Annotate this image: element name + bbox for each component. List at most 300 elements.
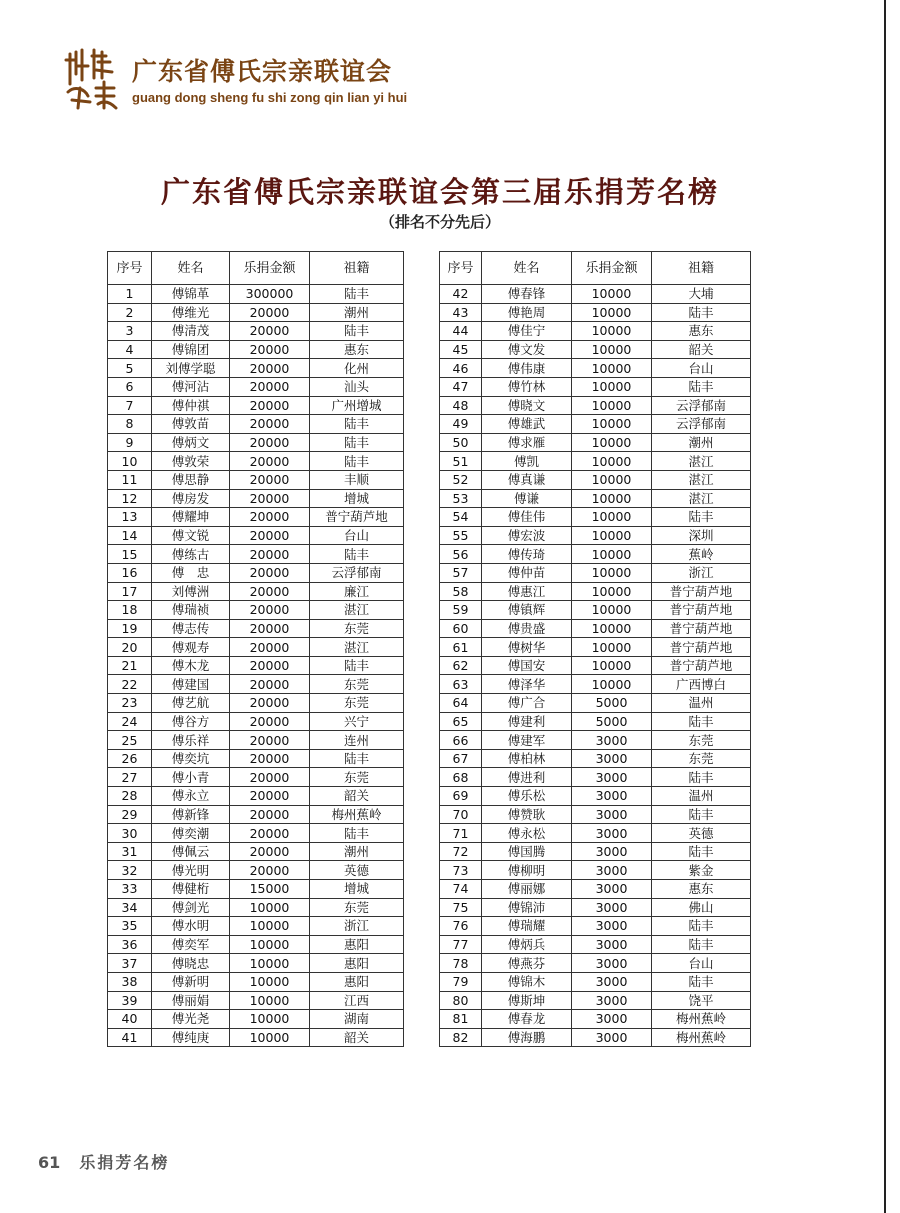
cell-index: 14 — [108, 526, 152, 545]
table-row — [440, 601, 751, 620]
cell-name: 傅清茂 — [152, 322, 230, 341]
cell-origin: 陆丰 — [652, 935, 751, 954]
cell-amount: 20000 — [230, 582, 310, 601]
cell-amount: 3000 — [572, 972, 652, 991]
cell-amount: 10000 — [572, 563, 652, 582]
cell-index: 79 — [440, 972, 482, 991]
table-row — [108, 322, 404, 341]
table-row — [108, 303, 404, 322]
table-row — [108, 898, 404, 917]
cell-amount: 20000 — [230, 842, 310, 861]
cell-amount: 10000 — [572, 526, 652, 545]
cell-name: 傅剑光 — [152, 898, 230, 917]
cell-index: 43 — [440, 303, 482, 322]
cell-index: 12 — [108, 489, 152, 508]
cell-name: 傅奕坑 — [152, 749, 230, 768]
cell-name: 傅观寿 — [152, 638, 230, 657]
cell-amount: 20000 — [230, 619, 310, 638]
cell-name: 傅燕芬 — [482, 954, 572, 973]
cell-origin: 兴宁 — [310, 712, 404, 731]
table-row — [440, 489, 751, 508]
cell-origin: 韶关 — [310, 1028, 404, 1047]
cell-name: 傅宏波 — [482, 526, 572, 545]
cell-amount: 10000 — [572, 377, 652, 396]
table-row — [440, 805, 751, 824]
cell-origin: 湛江 — [310, 638, 404, 657]
cell-index: 76 — [440, 917, 482, 936]
cell-name: 傅凯 — [482, 452, 572, 471]
table-row — [108, 470, 404, 489]
cell-amount: 20000 — [230, 340, 310, 359]
cell-name: 傅乐松 — [482, 787, 572, 806]
page-edge-border — [884, 0, 900, 1213]
cell-name: 傅进利 — [482, 768, 572, 787]
cell-index: 49 — [440, 415, 482, 434]
table-row — [440, 824, 751, 843]
cell-origin: 陆丰 — [652, 508, 751, 527]
cell-amount: 10000 — [572, 489, 652, 508]
cell-origin: 蕉岭 — [652, 545, 751, 564]
cell-index: 62 — [440, 656, 482, 675]
table-row — [108, 712, 404, 731]
cell-index: 75 — [440, 898, 482, 917]
cell-name: 傅炳文 — [152, 433, 230, 452]
cell-name: 傅思静 — [152, 470, 230, 489]
cell-origin: 普宁葫芦地 — [652, 656, 751, 675]
cell-amount: 20000 — [230, 712, 310, 731]
cell-index: 10 — [108, 452, 152, 471]
cell-origin: 云浮郁南 — [310, 563, 404, 582]
cell-index: 54 — [440, 508, 482, 527]
cell-origin: 惠阳 — [310, 935, 404, 954]
cell-origin: 陆丰 — [310, 322, 404, 341]
cell-name: 刘傅学聪 — [152, 359, 230, 378]
cell-index: 7 — [108, 396, 152, 415]
table-row — [108, 935, 404, 954]
table-row — [108, 563, 404, 582]
cell-name: 傅竹林 — [482, 377, 572, 396]
cell-name: 傅树华 — [482, 638, 572, 657]
cell-origin: 增城 — [310, 880, 404, 899]
cell-name: 傅泽华 — [482, 675, 572, 694]
cell-index: 51 — [440, 452, 482, 471]
table-row — [108, 675, 404, 694]
cell-index: 45 — [440, 340, 482, 359]
cell-amount: 10000 — [572, 340, 652, 359]
cell-name: 傅奕潮 — [152, 824, 230, 843]
cell-name: 傅炳兵 — [482, 935, 572, 954]
cell-amount: 20000 — [230, 377, 310, 396]
cell-origin: 浙江 — [652, 563, 751, 582]
cell-amount: 3000 — [572, 731, 652, 750]
cell-index: 31 — [108, 842, 152, 861]
cell-index: 48 — [440, 396, 482, 415]
cell-amount: 10000 — [572, 285, 652, 304]
cell-name: 傅仲祺 — [152, 396, 230, 415]
table-row — [108, 954, 404, 973]
cell-amount: 20000 — [230, 787, 310, 806]
cell-index: 30 — [108, 824, 152, 843]
cell-amount: 20000 — [230, 731, 310, 750]
table-row — [440, 452, 751, 471]
cell-origin: 江西 — [310, 991, 404, 1010]
cell-amount: 20000 — [230, 749, 310, 768]
cell-index: 24 — [108, 712, 152, 731]
table-row — [440, 954, 751, 973]
cell-index: 35 — [108, 917, 152, 936]
cell-index: 39 — [108, 991, 152, 1010]
cell-index: 21 — [108, 656, 152, 675]
cell-amount: 10000 — [572, 675, 652, 694]
table-row — [440, 675, 751, 694]
cell-name: 傅乐祥 — [152, 731, 230, 750]
cell-origin: 台山 — [310, 526, 404, 545]
cell-name: 傅敦苗 — [152, 415, 230, 434]
cell-origin: 陆丰 — [652, 712, 751, 731]
cell-index: 3 — [108, 322, 152, 341]
cell-origin: 陆丰 — [652, 972, 751, 991]
cell-index: 33 — [108, 880, 152, 899]
cell-origin: 陆丰 — [310, 545, 404, 564]
cell-amount: 10000 — [572, 470, 652, 489]
cell-name: 傅国安 — [482, 656, 572, 675]
table-row — [108, 340, 404, 359]
table-row — [440, 638, 751, 657]
cell-origin: 云浮郁南 — [652, 396, 751, 415]
cell-index: 25 — [108, 731, 152, 750]
cell-name: 傅文锐 — [152, 526, 230, 545]
cell-origin: 东莞 — [310, 768, 404, 787]
table-row — [440, 972, 751, 991]
cell-name: 傅纯庚 — [152, 1028, 230, 1047]
cell-origin: 化州 — [310, 359, 404, 378]
cell-name: 傅斯坤 — [482, 991, 572, 1010]
table-row — [440, 582, 751, 601]
cell-origin: 陆丰 — [652, 377, 751, 396]
cell-name: 傅永立 — [152, 787, 230, 806]
cell-origin: 台山 — [652, 359, 751, 378]
cell-index: 36 — [108, 935, 152, 954]
cell-origin: 陆丰 — [310, 285, 404, 304]
cell-index: 41 — [108, 1028, 152, 1047]
table-row — [440, 694, 751, 713]
cell-amount: 300000 — [230, 285, 310, 304]
cell-name: 傅晓忠 — [152, 954, 230, 973]
table-row — [440, 359, 751, 378]
table-row — [440, 470, 751, 489]
cell-name: 傅春龙 — [482, 1010, 572, 1029]
cell-origin: 陆丰 — [652, 917, 751, 936]
cell-origin: 惠阳 — [310, 972, 404, 991]
cell-origin: 深圳 — [652, 526, 751, 545]
cell-origin: 廉江 — [310, 582, 404, 601]
footer-title: 乐捐芳名榜 — [79, 1153, 170, 1172]
cell-amount: 10000 — [572, 452, 652, 471]
table-row — [108, 1010, 404, 1029]
cell-name: 傅建利 — [482, 712, 572, 731]
cell-origin: 陆丰 — [310, 433, 404, 452]
cell-name: 傅镇辉 — [482, 601, 572, 620]
cell-index: 70 — [440, 805, 482, 824]
table-row — [440, 861, 751, 880]
cell-amount: 20000 — [230, 768, 310, 787]
cell-amount: 10000 — [572, 656, 652, 675]
cell-name: 刘傅洲 — [152, 582, 230, 601]
cell-index: 64 — [440, 694, 482, 713]
cell-origin: 英德 — [652, 824, 751, 843]
donor-table-right — [439, 251, 751, 1047]
cell-amount: 20000 — [230, 303, 310, 322]
table-row — [108, 526, 404, 545]
table-row — [108, 415, 404, 434]
cell-amount: 20000 — [230, 359, 310, 378]
cell-amount: 20000 — [230, 526, 310, 545]
cell-name: 傅房发 — [152, 489, 230, 508]
cell-name: 傅丽娟 — [152, 991, 230, 1010]
donor-table-left-body — [108, 285, 404, 1047]
cell-index: 32 — [108, 861, 152, 880]
cell-name: 傅光尧 — [152, 1010, 230, 1029]
cell-amount: 5000 — [572, 694, 652, 713]
cell-amount: 10000 — [572, 322, 652, 341]
cell-amount: 3000 — [572, 787, 652, 806]
cell-amount: 3000 — [572, 768, 652, 787]
cell-name: 傅维光 — [152, 303, 230, 322]
table-row — [440, 285, 751, 304]
cell-amount: 3000 — [572, 1028, 652, 1047]
cell-origin: 东莞 — [310, 694, 404, 713]
cell-name: 傅仲苗 — [482, 563, 572, 582]
cell-origin: 增城 — [310, 489, 404, 508]
table-row — [108, 787, 404, 806]
cell-index: 61 — [440, 638, 482, 657]
cell-origin: 陆丰 — [310, 656, 404, 675]
cell-index: 38 — [108, 972, 152, 991]
cell-name: 傅 忠 — [152, 563, 230, 582]
table-row — [108, 1028, 404, 1047]
table-row — [440, 563, 751, 582]
cell-origin: 陆丰 — [310, 452, 404, 471]
cell-origin: 大埔 — [652, 285, 751, 304]
cell-name: 傅贵盛 — [482, 619, 572, 638]
cell-index: 59 — [440, 601, 482, 620]
cell-amount: 10000 — [572, 508, 652, 527]
cell-origin: 陆丰 — [652, 303, 751, 322]
cell-origin: 陆丰 — [310, 749, 404, 768]
cell-name: 傅佳伟 — [482, 508, 572, 527]
cell-index: 6 — [108, 377, 152, 396]
table-row — [440, 768, 751, 787]
cell-index: 42 — [440, 285, 482, 304]
cell-index: 56 — [440, 545, 482, 564]
cell-origin: 英德 — [310, 861, 404, 880]
cell-amount: 5000 — [572, 712, 652, 731]
cell-origin: 台山 — [652, 954, 751, 973]
table-row — [440, 842, 751, 861]
table-row — [108, 749, 404, 768]
cell-name: 傅木龙 — [152, 656, 230, 675]
cell-name: 傅丽娜 — [482, 880, 572, 899]
cell-index: 50 — [440, 433, 482, 452]
cell-amount: 20000 — [230, 638, 310, 657]
cell-origin: 东莞 — [310, 619, 404, 638]
cell-origin: 普宁葫芦地 — [652, 601, 751, 620]
cell-name: 傅传琦 — [482, 545, 572, 564]
cell-index: 73 — [440, 861, 482, 880]
cell-origin: 广州增城 — [310, 396, 404, 415]
column-header-index: 序号 — [440, 252, 482, 285]
cell-index: 77 — [440, 935, 482, 954]
cell-name: 傅谷方 — [152, 712, 230, 731]
cell-amount: 20000 — [230, 861, 310, 880]
cell-amount: 10000 — [572, 396, 652, 415]
cell-index: 44 — [440, 322, 482, 341]
cell-origin: 湛江 — [652, 452, 751, 471]
cell-amount: 10000 — [230, 972, 310, 991]
cell-amount: 3000 — [572, 880, 652, 899]
table-row — [440, 749, 751, 768]
cell-index: 55 — [440, 526, 482, 545]
cell-index: 27 — [108, 768, 152, 787]
cell-amount: 10000 — [572, 359, 652, 378]
table-row — [108, 359, 404, 378]
cell-amount: 10000 — [572, 303, 652, 322]
cell-amount: 3000 — [572, 898, 652, 917]
cell-name: 傅锦革 — [152, 285, 230, 304]
cell-origin: 紫金 — [652, 861, 751, 880]
table-row — [440, 917, 751, 936]
cell-origin: 东莞 — [310, 675, 404, 694]
cell-amount: 20000 — [230, 489, 310, 508]
cell-index: 60 — [440, 619, 482, 638]
header-logo — [62, 44, 482, 116]
cell-name: 傅锦木 — [482, 972, 572, 991]
cell-origin: 温州 — [652, 787, 751, 806]
cell-origin: 丰顺 — [310, 470, 404, 489]
cell-name: 傅志传 — [152, 619, 230, 638]
cell-index: 20 — [108, 638, 152, 657]
cell-index: 8 — [108, 415, 152, 434]
cell-amount: 3000 — [572, 842, 652, 861]
cell-index: 82 — [440, 1028, 482, 1047]
cell-name: 傅春锋 — [482, 285, 572, 304]
cell-amount: 3000 — [572, 824, 652, 843]
cell-origin: 普宁葫芦地 — [310, 508, 404, 527]
table-row — [108, 656, 404, 675]
table-row — [108, 972, 404, 991]
cell-origin: 梅州蕉岭 — [652, 1028, 751, 1047]
cell-name: 傅新明 — [152, 972, 230, 991]
cell-origin: 陆丰 — [652, 805, 751, 824]
table-row — [108, 619, 404, 638]
cell-name: 傅海鹏 — [482, 1028, 572, 1047]
cell-name: 傅文发 — [482, 340, 572, 359]
column-header-name: 姓名 — [152, 252, 230, 285]
cell-origin: 东莞 — [652, 731, 751, 750]
cell-amount: 10000 — [572, 415, 652, 434]
cell-name: 傅晓文 — [482, 396, 572, 415]
cell-amount: 3000 — [572, 935, 652, 954]
cell-name: 傅柳明 — [482, 861, 572, 880]
cell-index: 47 — [440, 377, 482, 396]
cell-name: 傅练古 — [152, 545, 230, 564]
table-row — [108, 638, 404, 657]
cell-name: 傅雄武 — [482, 415, 572, 434]
cell-origin: 东莞 — [652, 749, 751, 768]
cell-amount: 10000 — [572, 582, 652, 601]
cell-index: 26 — [108, 749, 152, 768]
table-row — [108, 880, 404, 899]
cell-index: 9 — [108, 433, 152, 452]
cell-amount: 10000 — [572, 638, 652, 657]
table-row — [440, 787, 751, 806]
page-subtitle: （排名不分先后） — [379, 213, 500, 231]
page-footer — [38, 1150, 169, 1173]
table-row — [108, 601, 404, 620]
table-row — [108, 991, 404, 1010]
table-row — [440, 377, 751, 396]
cell-amount: 3000 — [572, 991, 652, 1010]
table-row — [108, 805, 404, 824]
cell-index: 72 — [440, 842, 482, 861]
cell-origin: 韶关 — [652, 340, 751, 359]
table-row — [440, 935, 751, 954]
cell-index: 81 — [440, 1010, 482, 1029]
cell-index: 17 — [108, 582, 152, 601]
cell-index: 65 — [440, 712, 482, 731]
cell-index: 4 — [108, 340, 152, 359]
cell-index: 67 — [440, 749, 482, 768]
cell-name: 傅光明 — [152, 861, 230, 880]
cell-name: 傅锦沛 — [482, 898, 572, 917]
cell-name: 傅敦荣 — [152, 452, 230, 471]
cell-amount: 20000 — [230, 433, 310, 452]
donor-table-left — [107, 251, 404, 1047]
logo-seal-icon — [62, 44, 124, 110]
cell-index: 16 — [108, 563, 152, 582]
cell-origin: 潮州 — [652, 433, 751, 452]
cell-amount: 20000 — [230, 563, 310, 582]
cell-origin: 湛江 — [652, 470, 751, 489]
cell-index: 53 — [440, 489, 482, 508]
table-row — [440, 396, 751, 415]
table-row — [108, 489, 404, 508]
cell-amount: 15000 — [230, 880, 310, 899]
cell-index: 69 — [440, 787, 482, 806]
cell-amount: 20000 — [230, 824, 310, 843]
cell-amount: 20000 — [230, 805, 310, 824]
cell-amount: 3000 — [572, 861, 652, 880]
column-header-origin: 祖籍 — [310, 252, 404, 285]
table-row — [440, 303, 751, 322]
cell-index: 15 — [108, 545, 152, 564]
table-row — [108, 545, 404, 564]
cell-index: 1 — [108, 285, 152, 304]
cell-origin: 佛山 — [652, 898, 751, 917]
cell-origin: 饶平 — [652, 991, 751, 1010]
cell-amount: 10000 — [230, 898, 310, 917]
cell-origin: 潮州 — [310, 842, 404, 861]
cell-index: 23 — [108, 694, 152, 713]
cell-index: 57 — [440, 563, 482, 582]
cell-name: 傅新锋 — [152, 805, 230, 824]
cell-name: 傅建军 — [482, 731, 572, 750]
cell-name: 傅耀坤 — [152, 508, 230, 527]
cell-origin: 惠东 — [310, 340, 404, 359]
table-row — [108, 452, 404, 471]
cell-index: 71 — [440, 824, 482, 843]
cell-amount: 20000 — [230, 656, 310, 675]
